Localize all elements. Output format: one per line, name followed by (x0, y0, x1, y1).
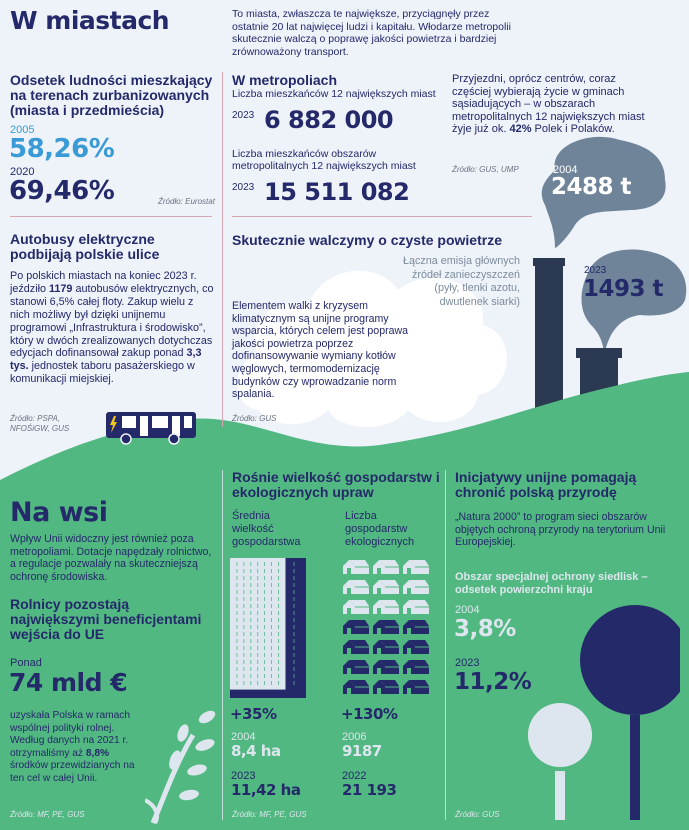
urban-source: Źródło: Eurostat (158, 197, 215, 206)
buses-source-line1: Źródło: PSPA, (10, 414, 61, 423)
city-section-title: W miastach (10, 6, 170, 35)
eco-farm-house-2006 (373, 600, 399, 614)
farmers-source: Źródło: MF, PE, GUS (10, 810, 85, 819)
metro-label-areas: Liczba mieszkańców obszarów metropolitalnych 12 największych miast (232, 148, 416, 172)
nature-2023-stem (630, 715, 640, 820)
eco-farm-house-2006 (343, 580, 369, 594)
city-intro: To miasta, zwłaszcza te największe, przyciągnęły przez ostatnie 20 lat najwięcej ludzi i kapitału. Włodarze metropolii skutecznie walczą o poprawę jakości powietrza i bardziej zrównoważony transport. (232, 8, 511, 58)
urban-year-2020: 2020 (10, 166, 35, 178)
buses-title: Autobusy elektryczne podbijają polskie ulice (10, 231, 160, 262)
nature-value-2023: 11,2% (454, 669, 532, 695)
emission-year-2023: 2023 (584, 265, 607, 276)
farm-size-chart (230, 558, 325, 698)
buses-text: Po polskich miastach na koniec 2023 r. jeździło 1179 autobusów elektrycznych, co stanowi 6,5% całej floty. Zakup wielu z nich możliwy był dzięki unijnemu programowi „Infrastruktura i środowisko”, który w dwóch zrealizowanych dotychczas edycjach dofinansował zakup ponad 3,3 tys. jednostek taboru pasażerskiego w komunikacji miejskiej. (10, 270, 214, 386)
emission-value-2004: 2488 t (551, 174, 632, 200)
metro-year-areas: 2023 (232, 182, 255, 193)
nature-2023-circle (580, 605, 680, 715)
farmers-title: Rolnicy pozostają największymi beneficjentami wejścia do UE (10, 596, 202, 642)
farm-size-value-2004: 8,4 ha (231, 742, 281, 760)
eco-farm-house-2006 (343, 560, 369, 574)
eco-farm-house-added (343, 640, 369, 654)
nature-year-2004: 2004 (455, 604, 480, 616)
eco-farm-house-2006 (343, 600, 369, 614)
eco-farm-house-added (373, 640, 399, 654)
metro-value-cities: 6 882 000 (264, 106, 394, 134)
farms-title: Rośnie wielkość gospodarstw i ekologicznych upraw (232, 469, 440, 500)
metro-title: W metropoliach (232, 72, 338, 88)
eco-farm-house-added (343, 620, 369, 634)
farm-size-year-2004: 2004 (231, 731, 256, 743)
farmers-value: 74 mld € (9, 668, 128, 697)
eco-farm-house-2006 (403, 580, 429, 594)
nature-subtitle: Obszar specjalnej ochrony siedlisk – odsetek powierzchni kraju (455, 571, 648, 596)
eco-farm-house-2006 (403, 560, 429, 574)
eco-farm-house-added (373, 680, 399, 694)
nature-year-2023: 2023 (455, 657, 480, 669)
nature-title: Inicjatywy unijne pomagają chronić polską przyrodę (455, 469, 637, 500)
metro-label-cities: Liczba mieszkańców 12 największych miast (232, 88, 436, 100)
eco-farm-house-added (403, 680, 429, 694)
divider (445, 470, 446, 820)
eco-farms-label: Liczba gospodarstw ekologicznych (345, 510, 415, 548)
nature-value-2004: 3,8% (454, 616, 516, 642)
farm-size-year-2023: 2023 (231, 770, 256, 782)
wheat-plant-icon (145, 705, 225, 825)
eco-farm-house-2006 (403, 600, 429, 614)
farmers-text: uzyskała Polska w ramach wspólnej polityki rolnej. Według danych na 2021 r. otrzymaliśmy aż 8,8% środków przewidzianych na ten cel w całej Unii. (10, 710, 135, 784)
farm-size-change: +35% (230, 705, 277, 723)
emission-label: Łączna emisja głównych źródeł zanieczyszczeń (pyły, tlenki azotu, dwutlenek siarki) (402, 255, 520, 308)
eco-farm-house-added (403, 640, 429, 654)
eco-farm-house-2006 (373, 560, 399, 574)
emission-value-2023: 1493 t (583, 276, 664, 302)
eco-farms-chart (340, 558, 440, 698)
metro-value-areas: 15 511 082 (264, 178, 410, 206)
commuters-highlight: 42% (509, 123, 532, 136)
farms-source: Źródło: MF, PE, GUS (232, 810, 307, 819)
eco-farms-value-2006: 9187 (342, 742, 382, 760)
air-title: Skutecznie walczymy o czyste powietrze (232, 232, 502, 248)
divider (10, 216, 212, 217)
urban-value-2020: 69,46% (9, 176, 115, 206)
eco-farms-change: +130% (341, 705, 398, 723)
air-text: Elementem walki z kryzysem klimatycznym są unijne programy wsparcia, których celem jest poprawa jakości powietrza poprzez dofinansowywanie wymiany kotłów węglowych, termomodernizację budynków czy wprowadzanie norm spalania. (232, 300, 409, 401)
urban-year-2005: 2005 (10, 124, 35, 136)
urban-value-2005: 58,26% (9, 134, 115, 164)
nature-lollipop-chart (520, 595, 680, 820)
eco-farms-year-2006: 2006 (342, 731, 367, 743)
commuters-source: Źródło: GUS, UMP (452, 165, 519, 174)
nature-source: Źródło: GUS (455, 810, 500, 819)
commuters-text: Przyjezdni, oprócz centrów, coraz częściej wybierają życie w gminach sąsiadujących – w obszarach metropolitalnych 12 największych miast żyje już ok. 42% Polek i Polaków. (452, 73, 645, 136)
eco-farms-value-2022: 21 193 (342, 781, 397, 799)
nature-2004-circle (528, 703, 592, 767)
farmers-prefix: Ponad (10, 657, 42, 669)
village-intro: Wpływ Unii widoczny jest również poza metropoliami. Dotacje napędzały rolnictwo, a regulacje pozwalały na skuteczniejszą ochronę środowiska. (10, 533, 212, 583)
farm-size-label: Średnia wielkość gospodarstwa (232, 510, 301, 548)
eco-farm-house-added (343, 680, 369, 694)
farm-size-value-2023: 11,42 ha (231, 781, 301, 799)
urban-title: Odsetek ludności mieszkający na terenach zurbanizowanych (miasta i przedmieścia) (10, 72, 213, 118)
eco-farm-house-added (403, 620, 429, 634)
electric-bus-icon (104, 410, 199, 445)
divider (232, 216, 532, 217)
village-section-title: Na wsi (10, 497, 108, 528)
eco-farm-house-added (343, 660, 369, 674)
air-source: Źródło: GUS (232, 414, 277, 423)
eco-farm-house-added (373, 620, 399, 634)
eco-farm-house-added (373, 660, 399, 674)
emission-year-2004: 2004 (553, 164, 578, 176)
eco-farm-house-2006 (373, 580, 399, 594)
divider (222, 72, 223, 427)
eco-farms-year-2022: 2022 (342, 770, 367, 782)
eco-farm-house-added (403, 660, 429, 674)
divider (222, 470, 223, 820)
nature-2004-stem (555, 771, 565, 820)
nature-text: „Natura 2000” to program sieci obszarów objętych ochroną przyrody na terytorium Unii Europejskiej. (455, 511, 666, 549)
metro-year-cities: 2023 (232, 110, 255, 121)
buses-source-line2: NFOŚiGW, GUS (10, 424, 70, 433)
